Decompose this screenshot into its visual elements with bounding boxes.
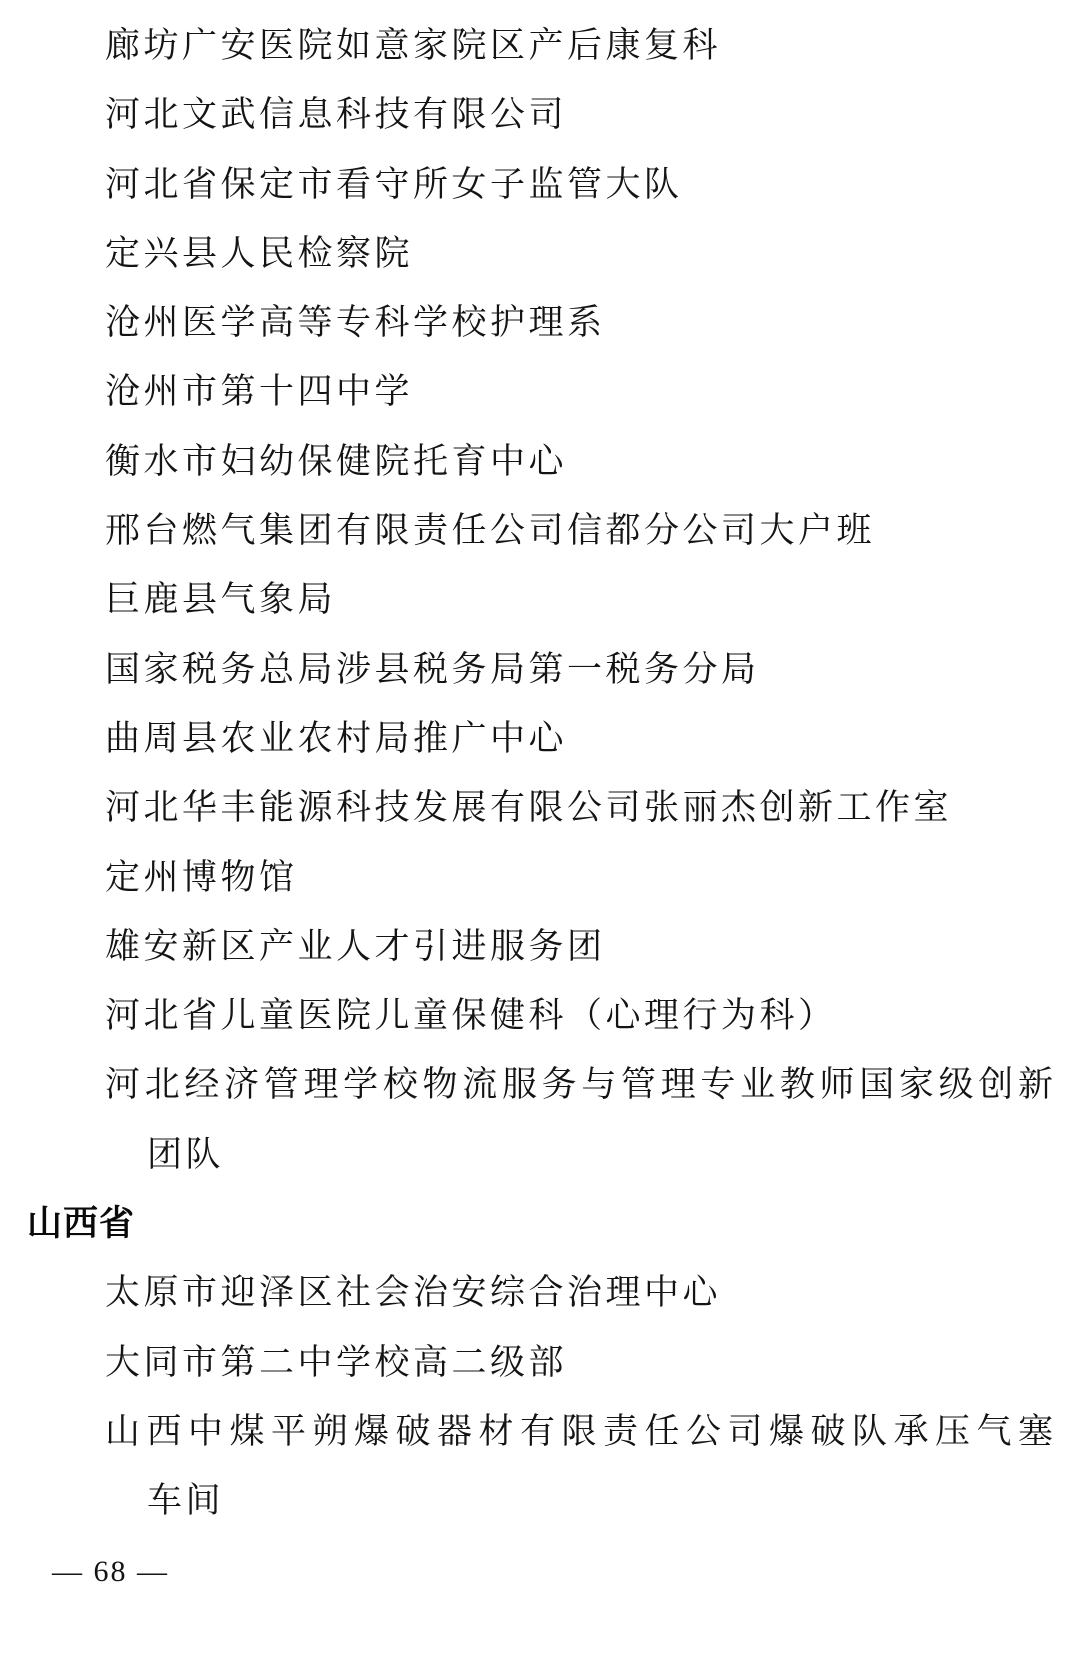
org-item: 沧州医学高等专科学校护理系 — [105, 303, 606, 343]
org-item-continuation: 车间 — [147, 1481, 225, 1521]
org-item: 太原市迎泽区社会治安综合治理中心 — [105, 1273, 722, 1313]
page-number: — 68 — — [52, 1554, 169, 1588]
org-item: 山西中煤平朔爆破器材有限责任公司爆破队承压气塞 — [105, 1411, 1053, 1451]
org-item: 河北省保定市看守所女子监管大队 — [105, 164, 683, 204]
org-item: 廊坊广安医院如意家院区产后康复科 — [105, 26, 722, 65]
org-item: 河北华丰能源科技发展有限公司张丽杰创新工作室 — [105, 788, 953, 828]
org-item: 河北文武信息科技有限公司 — [105, 95, 568, 135]
org-item: 衡水市妇幼保健院托育中心 — [105, 441, 568, 481]
org-item: 河北经济管理学校物流服务与管理专业教师国家级创新 — [105, 1065, 1053, 1105]
org-item: 雄安新区产业人才引进服务团 — [105, 926, 606, 966]
org-item: 定兴县人民检察院 — [105, 233, 414, 273]
org-item: 曲周县农业农村局推广中心 — [105, 718, 568, 758]
org-item-continuation: 团队 — [147, 1134, 225, 1174]
org-item: 沧州市第十四中学 — [105, 372, 414, 412]
org-item: 国家税务总局涉县税务局第一税务分局 — [105, 649, 760, 689]
org-item: 邢台燃气集团有限责任公司信都分公司大户班 — [105, 511, 876, 551]
org-item: 巨鹿县气象局 — [105, 580, 337, 620]
org-item: 定州博物馆 — [105, 857, 298, 897]
page-footer — [52, 1552, 1080, 1592]
org-item: 大同市第二中学校高二级部 — [105, 1342, 568, 1382]
province-header: 山西省 — [27, 1204, 136, 1244]
org-item: 河北省儿童医院儿童保健科（心理行为科） — [105, 996, 837, 1036]
